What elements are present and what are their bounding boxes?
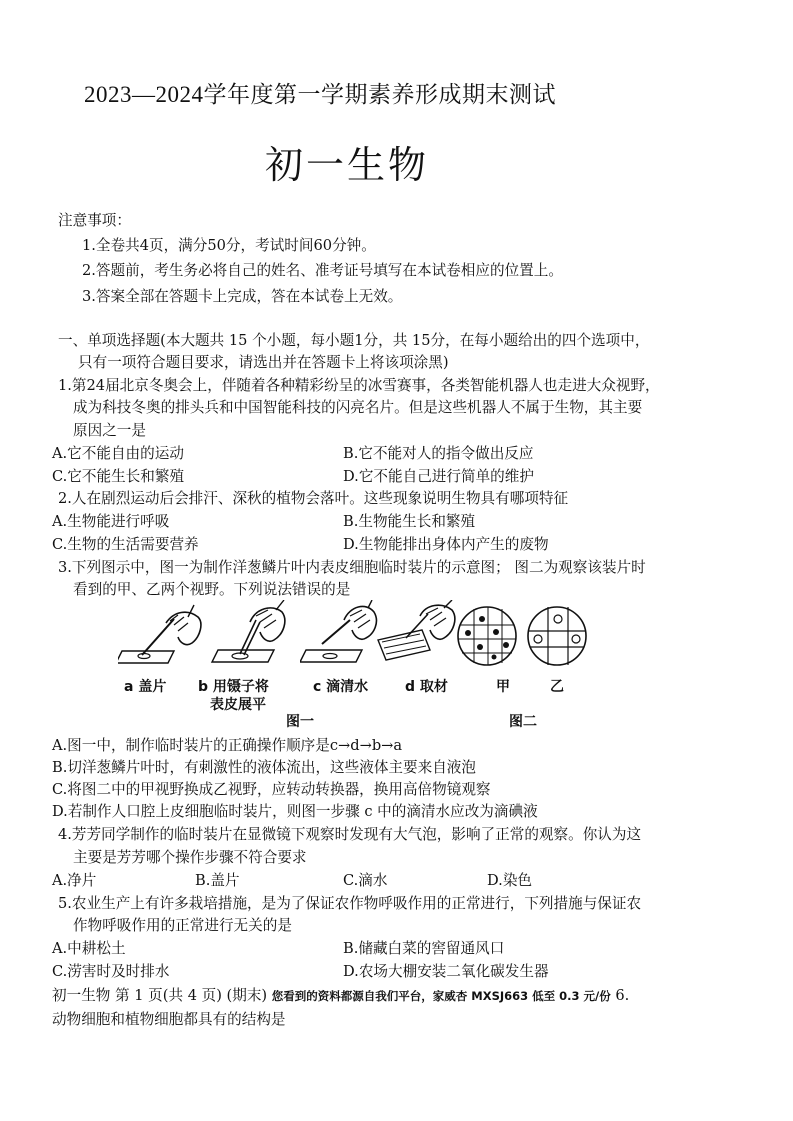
notes-heading: 注意事项：: [58, 212, 131, 229]
platform-notice: 您看到的资料都源自我们平台，家威杏 MXSJ663 低至 0.3 元/份: [271, 989, 611, 1003]
q3-stem: 3.下列图示中，图一为制作洋葱鳞片叶内表皮细胞临时装片的示意图； 图二为观察该装片时: [58, 559, 646, 576]
section-heading-cont: 只有一项符合题目要求，请选出并在答题卡上将该项涂黑): [78, 354, 449, 371]
view-jia-illustration: [456, 605, 518, 667]
q2-option-c: C.生物的生活需要营养: [52, 536, 199, 553]
q1-option-a: A.它不能自由的运动: [52, 445, 184, 462]
figure-label-a: a 盖片: [124, 679, 167, 695]
q5-stem: 作物呼吸作用的正常进行无关的是: [73, 917, 292, 934]
q1-stem: 1.第24届北京冬奥会上，伴随着各种精彩纷呈的冰雪赛事，各类智能机器人也走进大众视野，: [58, 377, 660, 394]
q4-stem: 4.芳芳同学制作的临时装片在显微镜下观察时发现有大气泡，影响了正常的观察。你认为这: [58, 826, 642, 843]
q1-option-b: B.它不能对人的指令做出反应: [343, 445, 534, 462]
step-b-illustration: [210, 600, 292, 668]
q1-option-d: D.它不能自己进行简单的维护: [343, 468, 534, 485]
q4-option-a: A.净片: [52, 872, 97, 889]
q2-option-b: B.生物能生长和繁殖: [343, 513, 476, 530]
q1-stem: 原因之一是: [73, 422, 146, 439]
q5-stem: 5.农业生产上有许多栽培措施，是为了保证农作物呼吸作用的正常进行，下列措施与保证农: [58, 895, 642, 912]
q2-stem: 2.人在剧烈运动后会排汗、深秋的植物会落叶。这些现象说明生物具有哪项特征: [58, 490, 569, 507]
figure-label-b-cont: 表皮展平: [210, 697, 266, 713]
exam-title: 2023—2024学年度第一学期素养形成期末测试: [84, 82, 556, 107]
step-c-illustration: [300, 600, 380, 664]
q4-option-b: B.盖片: [195, 872, 240, 889]
step-d-illustration: [372, 600, 462, 664]
q4-option-c: C.滴水: [343, 872, 388, 889]
subject-title: 初一生物: [265, 143, 430, 187]
note-item: 3.答案全部在答题卡上完成，答在本试卷上无效。: [82, 288, 403, 305]
q1-stem: 成为科技冬奥的排头兵和中国智能科技的闪亮名片。但是这些机器人不属于生物，其主要: [73, 399, 643, 416]
q4-option-d: D.染色: [487, 872, 533, 889]
q3-option-a: A.图一中，制作临时装片的正确操作顺序是c→d→b→a: [52, 737, 403, 754]
q5-option-d: D.农场大棚安装二氧化碳发生器: [343, 963, 549, 980]
figure-label-jia: 甲: [496, 679, 510, 695]
q3-option-c: C.将图二中的甲视野换成乙视野，应转动转换器，换用高倍物镜观察: [52, 781, 491, 798]
q3-option-d: D.若制作人口腔上皮细胞临时装片，则图一步骤 c 中的滴清水应改为滴碘液: [52, 803, 538, 820]
q6-number: 6.: [615, 987, 630, 1004]
figure-label-yi: 乙: [550, 679, 564, 695]
note-item: 1.全卷共4页，满分50分，考试时间60分钟。: [82, 237, 376, 254]
q3-stem: 看到的甲、乙两个视野。下列说法错误的是: [73, 581, 351, 598]
figure-1-caption: 图一: [286, 714, 314, 730]
figure-2-caption: 图二: [509, 714, 537, 730]
note-item: 2.答题前，考生务必将自己的姓名、准考证号填写在本试卷相应的位置上。: [82, 262, 563, 279]
q4-stem: 主要是芳芳哪个操作步骤不符合要求: [73, 849, 307, 866]
q3-option-b: B.切洋葱鳞片叶时，有刺激性的液体流出，这些液体主要来自液泡: [52, 759, 476, 776]
page-footer: [52, 985, 629, 1007]
q6-stem: 动物细胞和植物细胞都具有的结构是: [52, 1011, 286, 1028]
q5-option-b: B.储藏白菜的窖留通风口: [343, 940, 505, 957]
step-a-illustration: [118, 603, 208, 665]
q2-option-d: D.生物能排出身体内产生的废物: [343, 536, 549, 553]
q5-option-a: A.中耕松土: [52, 940, 126, 957]
page-number: 初一生物 第 1 页(共 4 页) (期末): [52, 987, 268, 1004]
q5-option-c: C.涝害时及时排水: [52, 963, 170, 980]
figure-label-b: b 用镊子将: [198, 679, 269, 695]
figure-label-d: d 取材: [405, 679, 448, 695]
section-heading: 一、单项选择题(本大题共 15 个小题，每小题1分，共 15分，在每小题给出的四个选项中，: [58, 332, 650, 349]
view-yi-illustration: [526, 605, 588, 667]
q2-option-a: A.生物能进行呼吸: [52, 513, 170, 530]
q1-option-c: C.它不能生长和繁殖: [52, 468, 185, 485]
figure-label-c: c 滴清水: [313, 679, 369, 695]
